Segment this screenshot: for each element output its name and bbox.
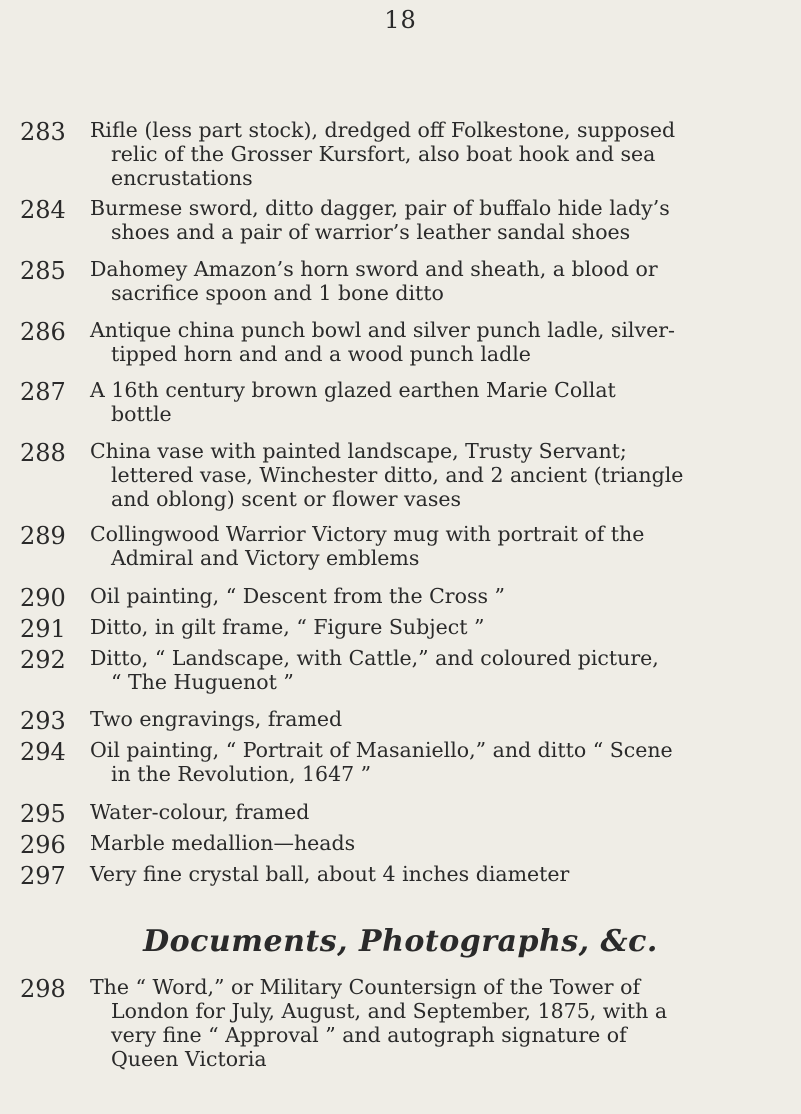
description-line: lettered vase, Winchester ditto, and 2 ancient (triangle	[111, 463, 684, 487]
lot-description	[90, 378, 790, 426]
description-line: Burmese sword, ditto dagger, pair of buffalo hide lady’s	[90, 196, 670, 220]
section-heading: Documents, Photographs, &c.	[143, 924, 658, 959]
lot-description	[90, 975, 790, 1071]
description-line: China vase with painted landscape, Trusty Servant;	[90, 439, 627, 463]
description-line: “ The Huguenot ”	[111, 670, 294, 694]
description-line: London for July, August, and September, 1875, with a	[111, 999, 668, 1023]
description-line: Queen Victoria	[111, 1047, 267, 1071]
description-line: Oil painting, “ Portrait of Masaniello,” and ditto “ Scene	[90, 738, 673, 762]
description-line: very fine “ Approval ” and autograph signature of	[111, 1023, 627, 1047]
lot-number: 289	[20, 522, 66, 550]
lot-number: 297	[20, 862, 66, 890]
description-line: Ditto, “ Landscape, with Cattle,” and coloured picture,	[90, 646, 659, 670]
lot-number: 293	[20, 707, 66, 735]
description-line: encrustations	[111, 166, 253, 190]
description-line: Ditto, in gilt frame, “ Figure Subject ”	[90, 615, 485, 639]
description-line: Two engravings, framed	[90, 707, 343, 731]
description-line: The “ Word,” or Military Countersign of the Tower of	[90, 975, 641, 999]
description-line: Antique china punch bowl and silver punch ladle, silver-	[90, 318, 675, 342]
lot-number: 285	[20, 257, 66, 285]
lot-number: 284	[20, 196, 66, 224]
lot-number: 287	[20, 378, 66, 406]
description-line: Marble medallion—heads	[90, 831, 356, 855]
lot-number: 294	[20, 738, 66, 766]
description-line: sacrifice spoon and 1 bone ditto	[111, 281, 444, 305]
lot-description	[90, 318, 790, 366]
lot-description	[90, 862, 790, 886]
description-line: Dahomey Amazon’s horn sword and sheath, a blood or	[90, 257, 658, 281]
description-line: and oblong) scent or flower vases	[111, 487, 462, 511]
description-line: tipped horn and and a wood punch ladle	[111, 342, 531, 366]
description-line: Oil painting, “ Descent from the Cross ”	[90, 584, 505, 608]
description-line: A 16th century brown glazed earthen Marie Collat	[90, 378, 616, 402]
lot-number: 291	[20, 615, 66, 643]
description-line: relic of the Grosser Kursfort, also boat hook and sea	[111, 142, 656, 166]
lot-description	[90, 646, 790, 694]
lot-description	[90, 196, 790, 244]
description-line: in the Revolution, 1647 ”	[111, 762, 372, 786]
description-line: bottle	[111, 402, 172, 426]
lot-description	[90, 831, 790, 855]
lot-number: 286	[20, 318, 66, 346]
lot-description	[90, 584, 790, 608]
lot-number: 283	[20, 118, 66, 146]
description-line: Admiral and Victory emblems	[111, 546, 420, 570]
lot-description	[90, 522, 790, 570]
page-number: 18	[384, 6, 417, 34]
lot-description	[90, 118, 790, 190]
lot-number: 290	[20, 584, 66, 612]
lot-description	[90, 738, 790, 786]
lot-description	[90, 439, 790, 511]
lot-description	[90, 257, 790, 305]
description-line: Water-colour, framed	[90, 800, 310, 824]
lot-number: 292	[20, 646, 66, 674]
lot-number: 288	[20, 439, 66, 467]
lot-number: 298	[20, 975, 66, 1003]
lot-description	[90, 800, 790, 824]
lot-description	[90, 707, 790, 731]
description-line: Rifle (less part stock), dredged off Folkestone, supposed	[90, 118, 676, 142]
lot-number: 295	[20, 800, 66, 828]
lot-description	[90, 615, 790, 639]
lot-number: 296	[20, 831, 66, 859]
description-line: shoes and a pair of warrior’s leather sandal shoes	[111, 220, 631, 244]
description-line: Collingwood Warrior Victory mug with portrait of the	[90, 522, 645, 546]
description-line: Very fine crystal ball, about 4 inches diameter	[90, 862, 570, 886]
